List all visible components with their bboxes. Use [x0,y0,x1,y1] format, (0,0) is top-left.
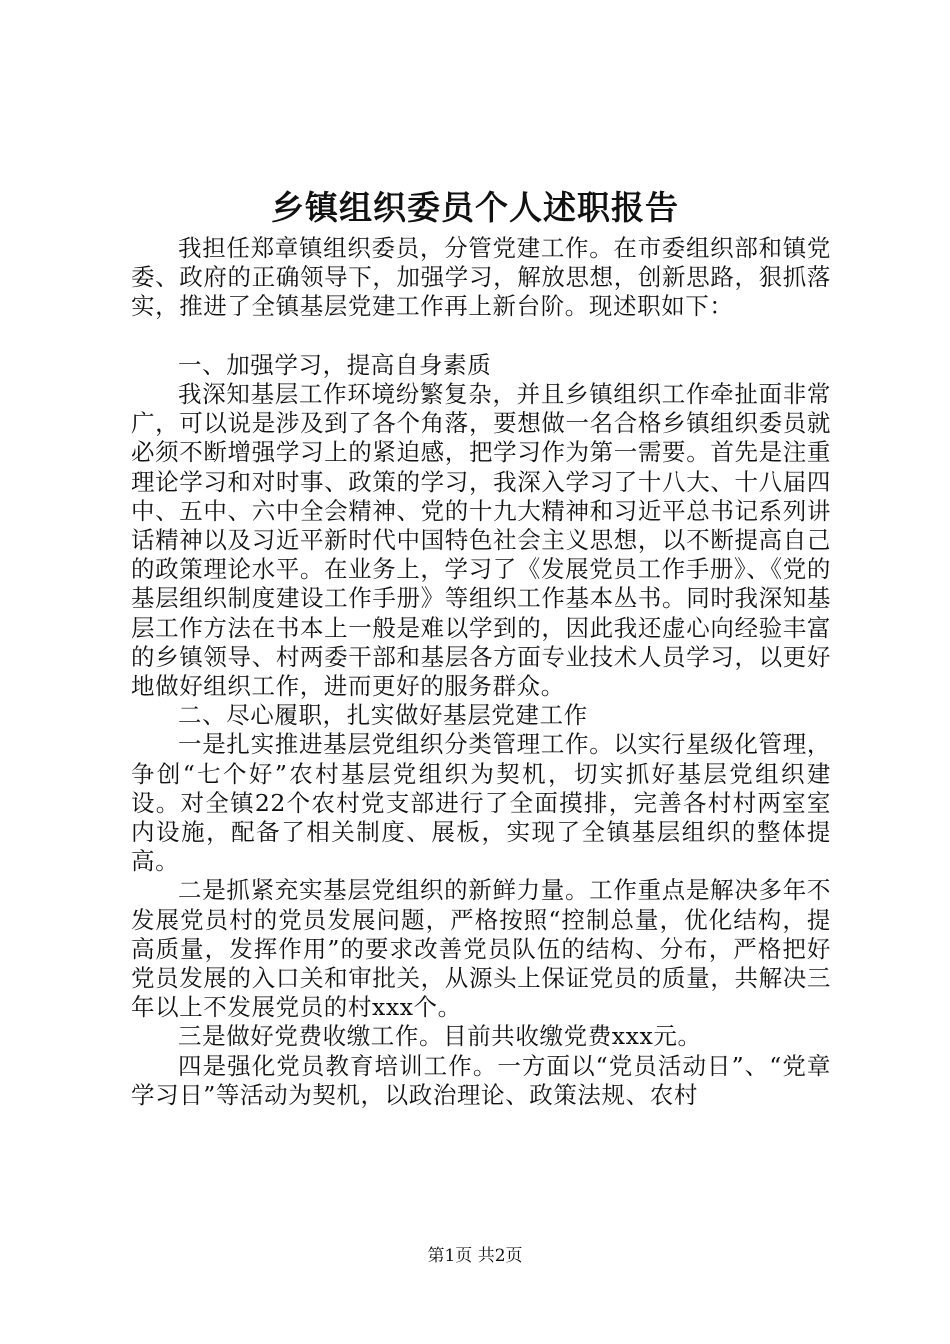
document-title: 乡镇组织委员个人述职报告 [271,188,679,227]
section-heading-2: 二、尽心履职，扎实做好基层党建工作 [178,701,588,730]
paragraph-gap [131,322,831,351]
section-heading-1: 一、加强学习，提高自身素质 [178,350,492,379]
section-2-item-2: 二是抓紧充实基层党组织的新鲜力量。工作重点是解决多年不发展党员村的党员发展问题，严格按照“控制总量，优化结构，提高质量，发挥作用”的要求改善党员队伍的结构、分布，严格把好党员发展的入口关和审批关，从源头上保证党员的质量，共解决三年以上不发展党员的村xxx个。 [131,876,831,1022]
section-2-item-4: 四是强化党员教育培训工作。一方面以“党员活动日”、“党章学习日”等活动为契机，以政治理论、政策法规、农村 [131,1051,831,1109]
section-1-paragraph: 我深知基层工作环境纷繁复杂，并且乡镇组织工作牵扯面非常广，可以说是涉及到了各个角落，要想做一名合格乡镇组织委员就必须不断增强学习上的紧迫感，把学习作为第一需要。首先是注重理论学习和对时事、政策的学习，我深入学习了十八大、十八届四中、五中、六中全会精神、党的十九大精神和习近平总书记系列讲话精神以及习近平新时代中国特色社会主义思想，以不断提高自己的政策理论水平。在业务上，学习了《发展党员工作手册》、《党的基层组织制度建设工作手册》等组织工作基本丛书。同时我深知基层工作方法在书本上一般是难以学到的，因此我还虚心向经验丰富的乡镇领导、村两委干部和基层各方面专业技术人员学习，以更好地做好组织工作，进而更好的服务群众。 [131,380,831,701]
document-body [131,234,831,1110]
section-2-item-1: 一是扎实推进基层党组织分类管理工作。以实行星级化管理，争创“七个好”农村基层党组织为契机，切实抓好基层党组织建设。对全镇22个农村党支部进行了全面摸排，完善各村村两室室内设施，配备了相关制度、展板，实现了全镇基层组织的整体提高。 [131,730,831,876]
page-number-footer: 第1页 共2页 [427,1246,523,1266]
intro-paragraph: 我担任郑章镇组织委员，分管党建工作。在市委组织部和镇党委、政府的正确领导下，加强学习，解放思想，创新思路，狠抓落实，推进了全镇基层党建工作再上新台阶。现述职如下： [131,234,831,321]
section-2-item-3: 三是做好党费收缴工作。目前共收缴党费xxx元。 [178,1022,702,1051]
